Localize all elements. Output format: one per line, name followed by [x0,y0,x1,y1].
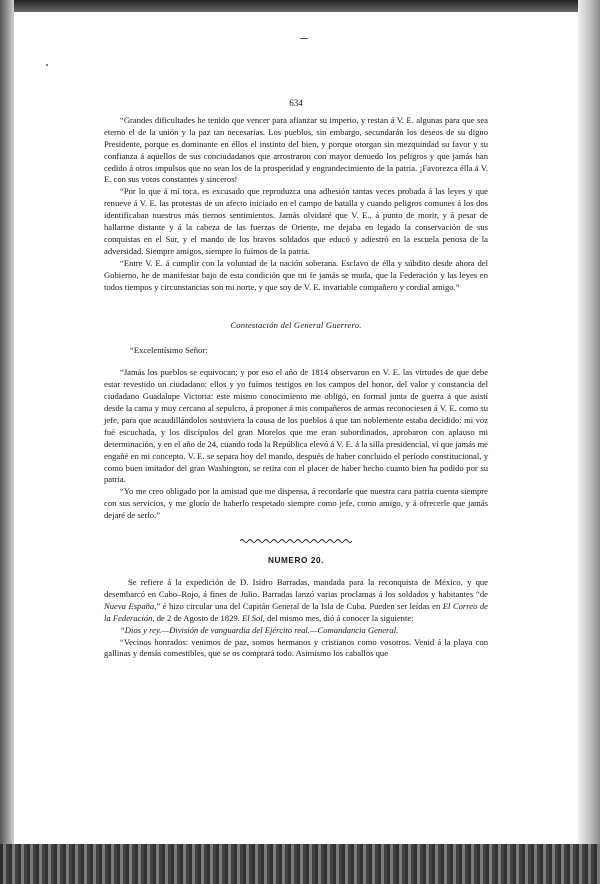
section-title: Contestación del General Guerrero. [230,319,362,330]
scan-shadow-bottom [0,844,600,884]
paragraph: “Grandes dificultades he tenido que vencer para afianzar su imperio, y restan á V. E. algunas para que sea eterno el de la unión y la paz tan necesarias. Los pueblos, sin embargo, secundarán los deseos de su digno Presidente, porque es dominante en éllos el instinto del bien, y porque otorgan sin mezquindad su favor y su confianza á aquellos de sus conciudadanos que arrostraron con mayor denuedo los peligros y que jamás han cedido á otros impulsos que no sean los de la prosperidad y engrandecimiento de la patria. ¡Favorezca élla á V. E. con sus votos constantes y sinceros! [104,114,488,185]
number-heading: NUMERO 20. [267,556,325,566]
paragraph: “Vecinos honrados: venimos de paz, somos hermanos y cristianos como vosotros. Venid á la playa con gallinas y demás comestibles, que se os comprará todo. Asimismo los caballos que [104,636,488,659]
paragraph: “Yo me creo obligado por la amistad que me dispensa, á recordarle que nuestra cara patria cuenta siempre con sus servicios, y me glorío de haberlo respetado siempre como jefe, como amigo, y á ofrecerle que jamás dejaré de serlo.” [104,486,488,521]
paragraph: “Jamás los pueblos se equivocan; y por eso el año de 1814 observaron en V. E. las virtudes de que debe estar revestido un ciudadano: ellos y yo fuímos testigos en los campos del honor, del valor y constancia del ciudadano Guadalupe Victoria: este mismo conocimiento me obligó, en formal junta de guerra á que asistí desde la cama y muy cercano al sepulcro, á proponer á mis compañeros de armas reconociesen á V. E. como su jefe, para que acaudillándolos sostuviera la causa de los pueblos á que tan noblemente estaba decidido: mi voz fué escuchada, y los discípulos del gran Morelos que me eran subordinados, aprobaron con aplauso mi determinación, y en el año de 24, cuando toda la República elevó á V. E. á la silla presidencial, ví que jamás me engañé en mi concepto. V. E. se separa hoy del mando, después de haber concluido el período constitucional, y como buen imitador del gran Washington, se retira con el placer de haber hecho cuanto bien ha podido por su patria. [104,367,488,485]
scan-shadow-top [0,0,600,12]
paragraph: “Por lo que á mí toca, es excusado que reproduzca una adhesión tantas veces probada á las leyes y que renueve á V. E. las protestas de un afecto iniciado en el campo de batalla y cuando peligros comunes á los dos identificaban nuestros más tiernos sentimientos. Jamás olvidaré que V. E., á punto de morir, y á pesar de hallarme distante y á la cabeza de las fuerzas de Oriente, me dejaba en legado la conservación de sus conquistas en el Sur, y el mando de los bravos soldados que educó y adiestró en la escuela penosa de la adversidad. Siempre amigos, siempre lo fuímos de la patria. [104,186,488,256]
ornament-divider [104,536,488,542]
wavy-rule-icon [240,538,352,544]
paragraph: “Entre V. E. á cumplir con la voluntad de la nación soberana. Esclavo de élla y súbdito desde ahora del Gobierno, he de manifestar bajo de esta condición que mi fe jamás se muda, que la Federación y las leyes en todos tiempos y circunstancias son mi norte, y que soy de V. E. invariable compañero y cordial amigo.” [104,257,488,292]
quote-heading: “Dios y rey.—División de vanguardia del Ejército real.—Comandancia General. [120,624,399,635]
scan-shadow-right [578,0,600,884]
scan-shadow-left [0,0,14,884]
paragraph: Se refiere á la expedición de D. Isidro Barradas, mandada para la reconquista de México, y que desembarcó en Cabo–Rojo, á fines de Julio. Barradas lanzó varias proclamas á los soldados y habitantes “de Nueva España,” é hizo circular una del Capitán General de la Isla de Cuba. Pueden ser leídas en El Correo de la Federación, de 2 de Agosto de 1829. El Sol, del mismo mes, dió á conocer la siguiente: [104,577,488,623]
scan-speck [300,38,308,39]
page-content [104,98,488,660]
scan-speck [46,64,48,66]
page-number: 634 [289,98,303,108]
salutation: “Excelentísimo Señor: [130,345,208,356]
